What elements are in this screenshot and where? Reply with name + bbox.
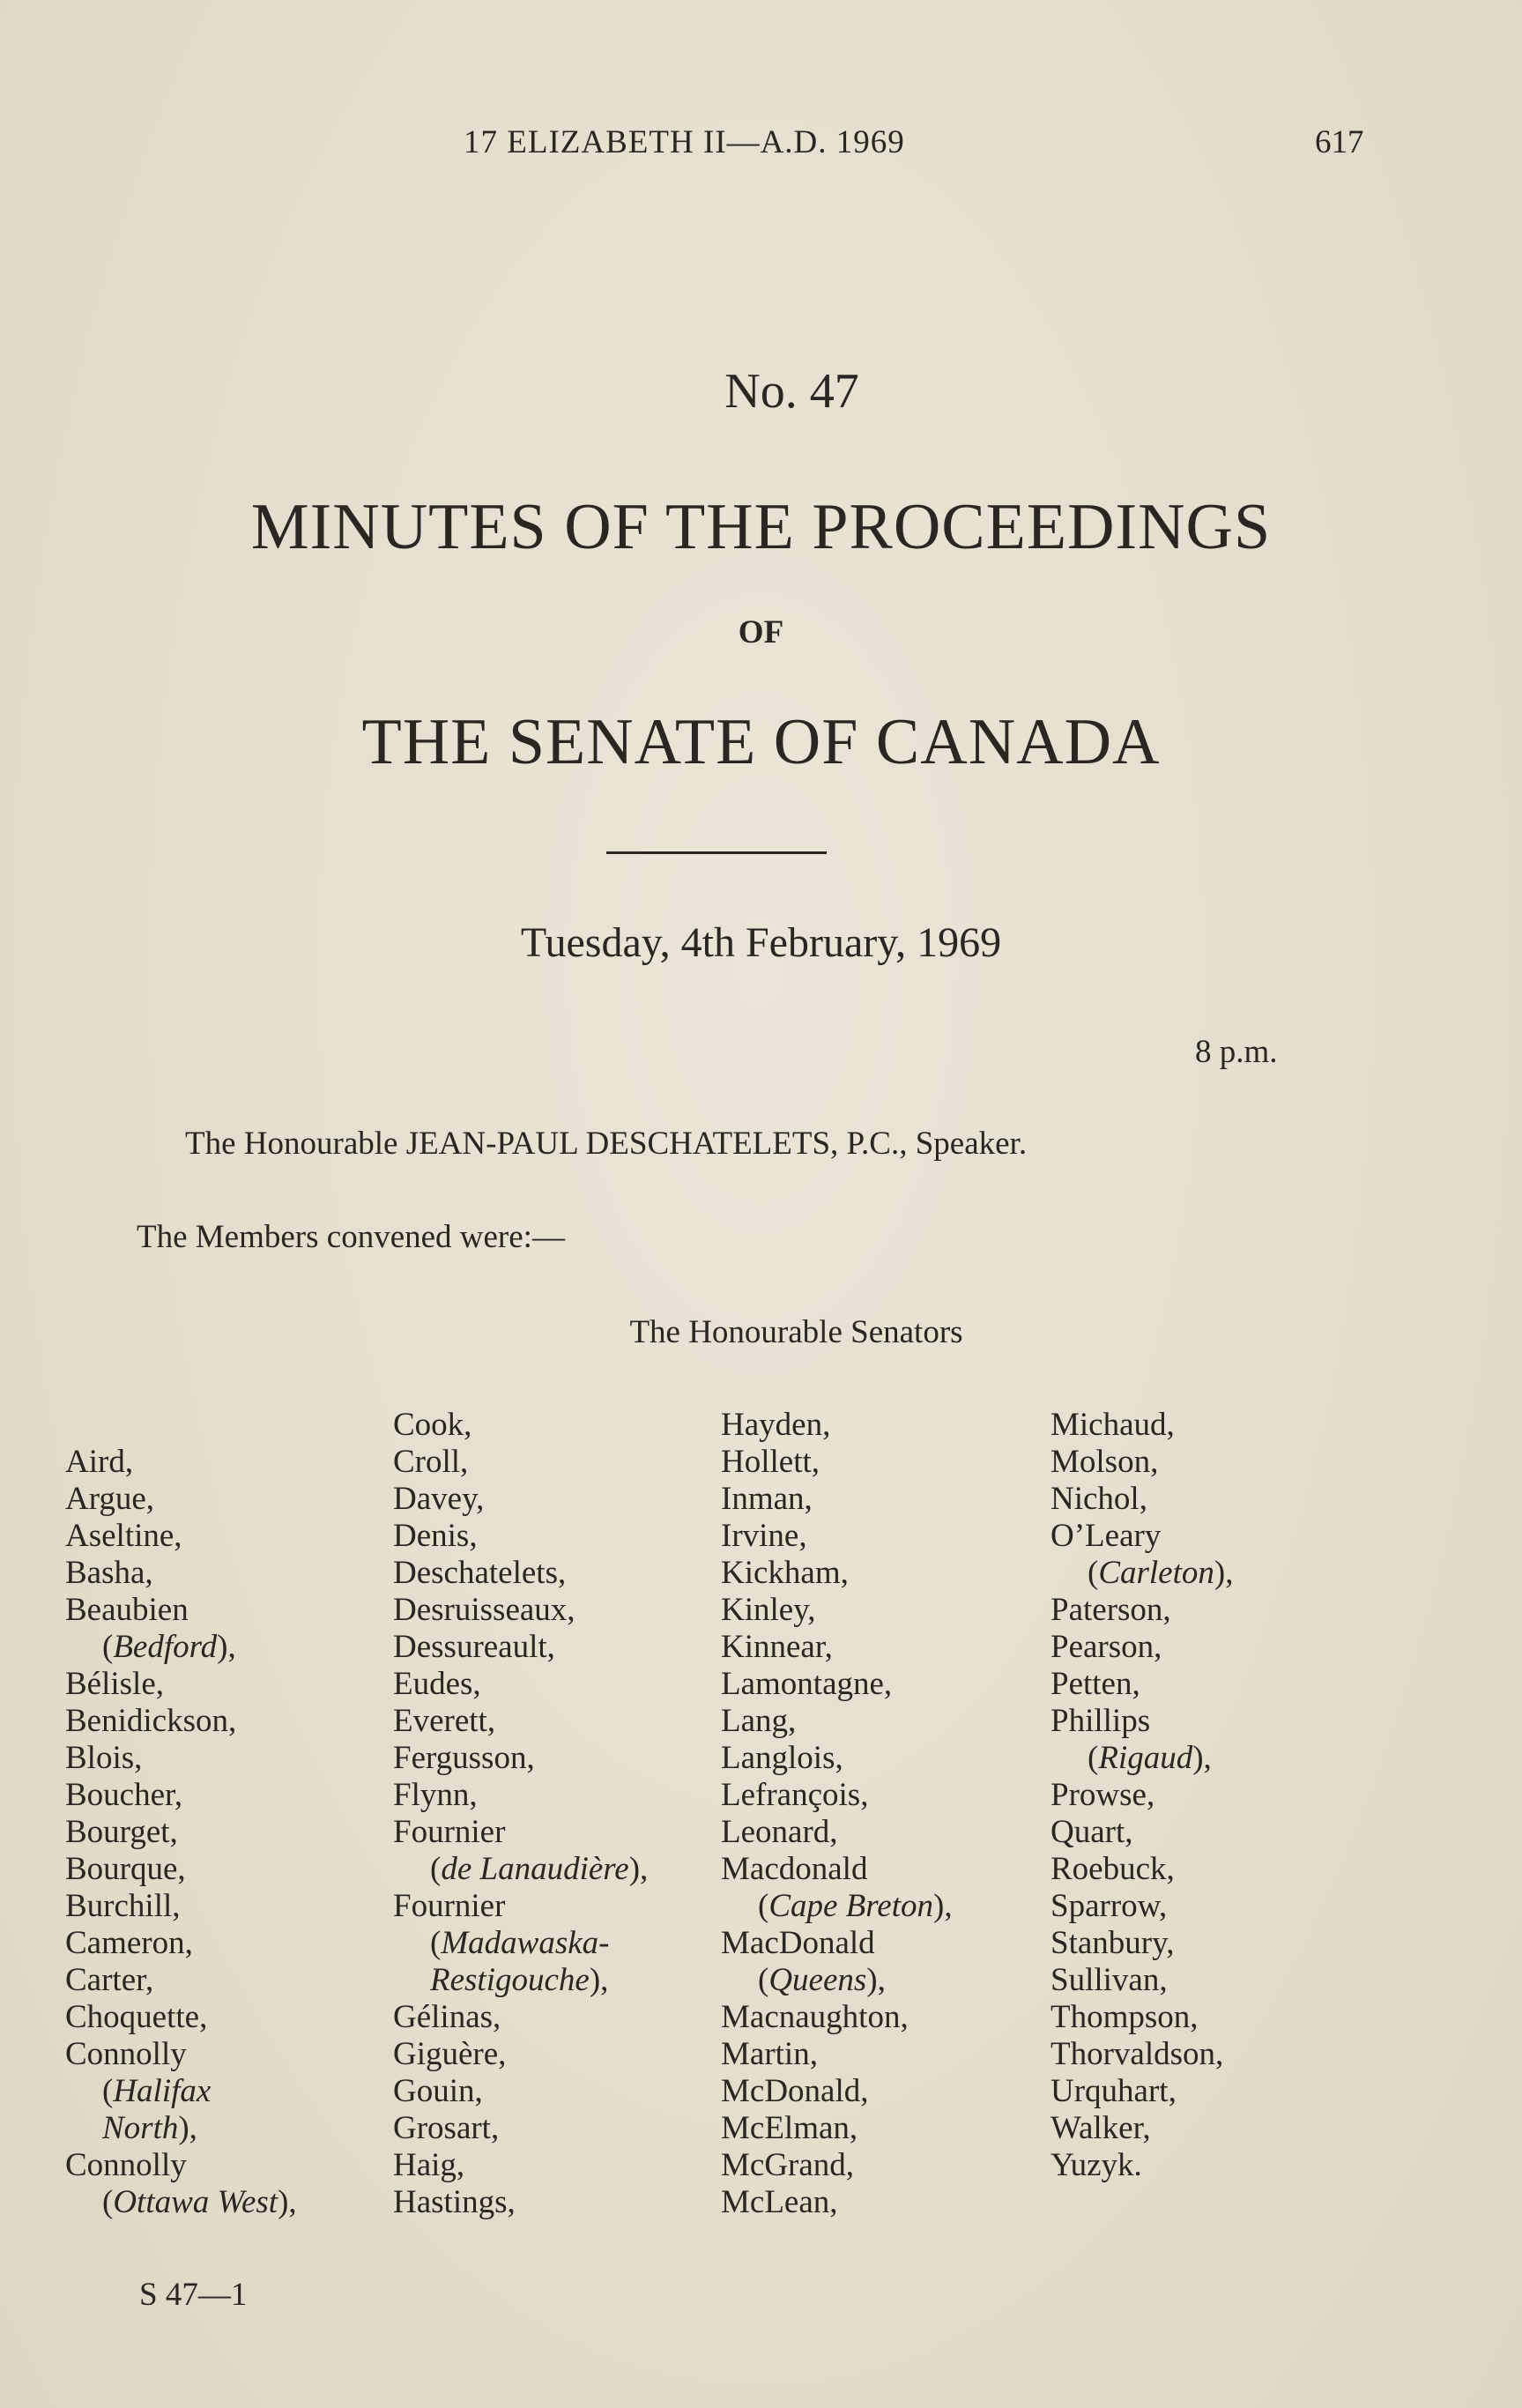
senator-name: Beaubien (65, 1592, 189, 1628)
senator-name: Macdonald (721, 1851, 868, 1887)
senator-riding-close: ), (1214, 1555, 1234, 1591)
senator-riding-close: ), (866, 1962, 886, 1998)
senator-riding-close: ), (628, 1851, 649, 1887)
session-time: 8 p.m. (1195, 1034, 1278, 1070)
senator-name: Bourget, (65, 1814, 178, 1850)
senator-name: Urquhart, (1051, 2073, 1177, 2109)
senator-name: Petten, (1051, 1666, 1140, 1702)
senator-name: Lang, (721, 1703, 797, 1739)
senator-name: Quart, (1051, 1814, 1133, 1850)
senator-name: Lamontagne, (721, 1666, 893, 1702)
senator-name: Deschatelets, (393, 1555, 567, 1591)
senator-name: Stanbury, (1051, 1925, 1175, 1961)
senator-name: Desruisseaux, (393, 1592, 575, 1628)
senator-riding: Queens (768, 1962, 867, 1998)
title-of: OF (738, 614, 784, 650)
senator-riding: North (102, 2110, 179, 2146)
senator-name: Molson, (1051, 1444, 1159, 1480)
senator-name (1051, 1740, 1233, 1777)
senator-name: McDonald, (721, 2073, 869, 2109)
senator-name: Fournier (393, 1814, 506, 1850)
senator-name: Roebuck, (1051, 1851, 1175, 1887)
senators-column-2 (393, 1407, 648, 2221)
senator-riding: Madawaska- (441, 1925, 610, 1961)
senator-riding-open: ( (430, 1925, 442, 1961)
senator-name: Walker, (1051, 2110, 1151, 2146)
senator-name: Basha, (65, 1555, 153, 1591)
senator-name (1051, 1555, 1233, 1592)
senator-riding-close: ), (589, 1962, 609, 1998)
senator-riding: Restigouche (430, 1962, 590, 1998)
senator-name: MacDonald (721, 1925, 875, 1961)
senator-name: Flynn, (393, 1777, 478, 1813)
senate-title: THE SENATE OF CANADA (361, 706, 1161, 778)
senator-name: Connolly (65, 2036, 187, 2072)
senator-name (721, 1888, 953, 1925)
senator-name: Thorvaldson, (1051, 2036, 1224, 2072)
senator-name: Nichol, (1051, 1481, 1147, 1517)
senator-name: Kickham, (721, 1555, 849, 1591)
running-head: 17 ELIZABETH II—A.D. 1969 (464, 124, 905, 160)
senator-name: Macnaughton, (721, 1999, 909, 2035)
members-intro: The Members convened were:— (137, 1219, 565, 1255)
senator-name: Prowse, (1051, 1777, 1155, 1813)
senator-name: Choquette, (65, 1999, 208, 2035)
senator-name (65, 1407, 297, 1444)
senator-name: O’Leary (1051, 1518, 1162, 1554)
signature-mark: S 47—1 (139, 2277, 248, 2313)
senator-name: Dessureault, (393, 1629, 555, 1665)
senator-name: Argue, (65, 1481, 155, 1517)
senator-name: Haig, (393, 2147, 465, 2183)
senator-riding-close: ), (933, 1888, 953, 1924)
senator-name: Everett, (393, 1703, 496, 1739)
senator-riding-open: ( (102, 2184, 114, 2220)
senator-name (65, 2073, 297, 2110)
senator-name: Hayden, (721, 1407, 831, 1443)
senator-name: Kinnear, (721, 1629, 833, 1665)
senator-name: McElman, (721, 2110, 858, 2146)
main-title: MINUTES OF THE PROCEEDINGS (250, 491, 1272, 563)
senator-riding: Cape Breton (768, 1888, 934, 1924)
senator-name: Leonard, (721, 1814, 838, 1850)
senator-name: Martin, (721, 2036, 818, 2072)
senator-name (65, 2184, 297, 2221)
senator-name: Fournier (393, 1888, 506, 1924)
senator-riding-open: ( (758, 1962, 769, 1998)
senator-riding-open: ( (102, 2073, 114, 2109)
senator-name: Cook, (393, 1407, 472, 1443)
senator-name (721, 1962, 953, 1999)
senator-name: Hollett, (721, 1444, 820, 1480)
senator-riding-open: ( (430, 1851, 442, 1887)
senator-name: Boucher, (65, 1777, 183, 1813)
senator-name (393, 1962, 648, 1999)
senator-riding: Ottawa West (113, 2184, 278, 2220)
senator-riding: de Lanaudière (441, 1851, 629, 1887)
senator-riding: Bedford (113, 1629, 218, 1665)
senator-name: Benidickson, (65, 1703, 237, 1739)
senator-riding-open: ( (1088, 1555, 1099, 1591)
senator-riding-open: ( (102, 1629, 114, 1665)
senators-heading: The Honourable Senators (629, 1314, 963, 1350)
senator-name: Hastings, (393, 2184, 516, 2220)
senator-name: Aseltine, (65, 1518, 182, 1554)
senator-name: Croll, (393, 1444, 469, 1480)
senator-name: Giguère, (393, 2036, 507, 2072)
senator-name: Inman, (721, 1481, 813, 1517)
senator-name: Kinley, (721, 1592, 816, 1628)
senator-name: Langlois, (721, 1740, 843, 1776)
senator-name: Thompson, (1051, 1999, 1199, 2035)
senator-name (393, 1851, 648, 1888)
senator-riding-close: ), (1192, 1740, 1212, 1776)
senator-name: Phillips (1051, 1703, 1151, 1739)
senator-riding-close: ), (217, 1629, 236, 1665)
senator-name: Bélisle, (65, 1666, 165, 1702)
senator-name: Fergusson, (393, 1740, 535, 1776)
session-date: Tuesday, 4th February, 1969 (520, 919, 1002, 966)
senator-name: Grosart, (393, 2110, 500, 2146)
senators-column-4 (1051, 1407, 1233, 2184)
senator-name (65, 1629, 297, 1666)
speaker-line: The Honourable JEAN-PAUL DESCHATELETS, P.C., Speaker. (185, 1126, 1028, 1162)
senator-name: Carter, (65, 1962, 154, 1998)
senator-riding-open: ( (758, 1888, 769, 1924)
senator-name: Irvine, (721, 1518, 807, 1554)
senator-name: Gouin, (393, 2073, 483, 2109)
senator-name: Paterson, (1051, 1592, 1171, 1628)
senator-riding: Halifax (113, 2073, 212, 2109)
senators-column-1 (65, 1407, 297, 2221)
senator-name: Sullivan, (1051, 1962, 1168, 1998)
senator-name: McLean, (721, 2184, 838, 2220)
title-divider (606, 851, 827, 854)
senator-name (393, 1925, 648, 1962)
senator-name (65, 2110, 297, 2147)
senator-name: Eudes, (393, 1666, 481, 1702)
senator-name: Aird, (65, 1444, 134, 1480)
senator-riding: Rigaud (1098, 1740, 1193, 1776)
senator-riding-close: ), (278, 2184, 297, 2220)
senator-name: Michaud, (1051, 1407, 1175, 1443)
senator-name: Cameron, (65, 1925, 193, 1961)
senator-name: Sparrow, (1051, 1888, 1168, 1924)
senator-name: McGrand, (721, 2147, 855, 2183)
senator-riding-open: ( (1088, 1740, 1099, 1776)
senator-riding-close: ), (178, 2110, 197, 2146)
page-number: 617 (1315, 124, 1364, 160)
senator-riding: Carleton (1098, 1555, 1214, 1591)
minutes-number: No. 47 (724, 364, 859, 419)
senator-name: Bourque, (65, 1851, 186, 1887)
senator-name: Yuzyk. (1051, 2147, 1142, 2183)
senator-name: Lefrançois, (721, 1777, 869, 1813)
senator-name: Burchill, (65, 1888, 181, 1924)
senator-name: Blois, (65, 1740, 143, 1776)
senators-column-3 (721, 1407, 953, 2221)
senator-name: Denis, (393, 1518, 478, 1554)
senator-name: Gélinas, (393, 1999, 501, 2035)
senator-name: Pearson, (1051, 1629, 1162, 1665)
senator-name: Connolly (65, 2147, 187, 2183)
senator-name: Davey, (393, 1481, 485, 1517)
